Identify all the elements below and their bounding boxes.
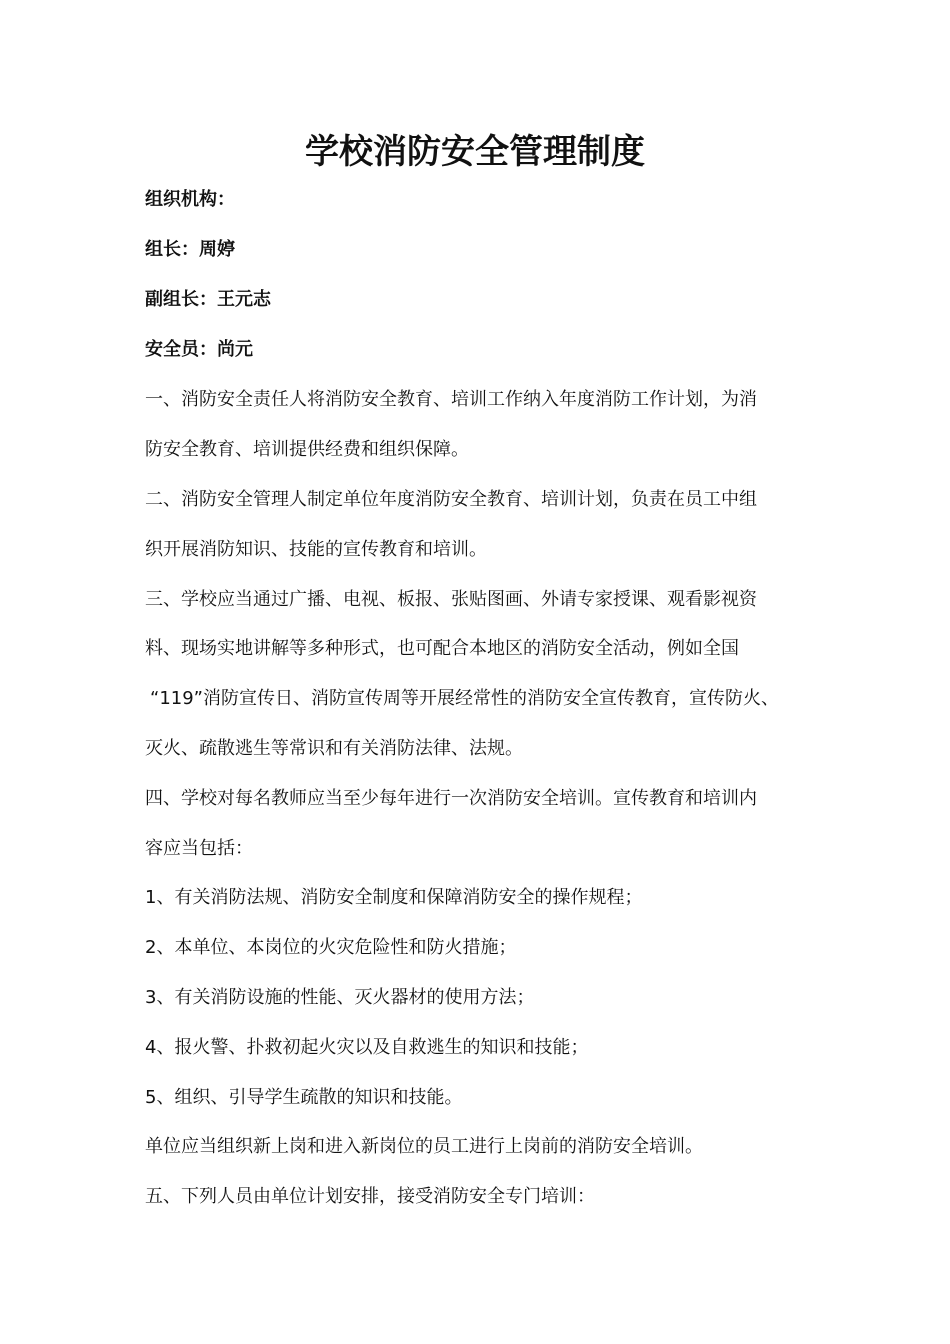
paragraph-line: 四、学校对每名教师应当至少每年进行一次消防安全培训。宣传教育和培训内 <box>145 788 757 809</box>
paragraph-line: 容应当包括： <box>145 838 253 859</box>
paragraph-line: 三、学校应当通过广播、电视、板报、张贴图画、外请专家授课、观看影视资 <box>145 589 757 610</box>
document-title: 学校消防安全管理制度 <box>305 132 645 172</box>
paragraph-line: 织开展消防知识、技能的宣传教育和培训。 <box>145 539 487 560</box>
list-item: 1、有关消防法规、消防安全制度和保障消防安全的操作规程； <box>145 887 643 908</box>
deputy-leader-line: 副组长：王元志 <box>145 289 271 310</box>
leader-line: 组长：周婷 <box>145 239 235 260</box>
paragraph-line: “119”消防宣传日、消防宣传周等开展经常性的消防安全宣传教育，宣传防火、 <box>150 688 780 709</box>
list-item: 5、组织、引导学生疏散的知识和技能。 <box>145 1087 463 1108</box>
list-item: 4、报火警、扑救初起火灾以及自救逃生的知识和技能； <box>145 1037 589 1058</box>
paragraph-line: 单位应当组织新上岗和进入新岗位的员工进行上岗前的消防安全培训。 <box>145 1136 703 1157</box>
paragraph-line: 一、消防安全责任人将消防安全教育、培训工作纳入年度消防工作计划，为消 <box>145 389 757 410</box>
paragraph-line: 防安全教育、培训提供经费和组织保障。 <box>145 439 469 460</box>
list-item: 3、有关消防设施的性能、灭火器材的使用方法； <box>145 987 535 1008</box>
list-item: 2、本单位、本岗位的火灾危险性和防火措施； <box>145 937 517 958</box>
org-heading: 组织机构： <box>145 189 235 210</box>
paragraph-line: 五、下列人员由单位计划安排，接受消防安全专门培训： <box>145 1186 595 1207</box>
paragraph-line: 料、现场实地讲解等多种形式，也可配合本地区的消防安全活动，例如全国 <box>145 638 739 659</box>
paragraph-line: 二、消防安全管理人制定单位年度消防安全教育、培训计划，负责在员工中组 <box>145 489 757 510</box>
safety-officer-line: 安全员：尚元 <box>145 339 253 360</box>
paragraph-line: 灭火、疏散逃生等常识和有关消防法律、法规。 <box>145 738 523 759</box>
